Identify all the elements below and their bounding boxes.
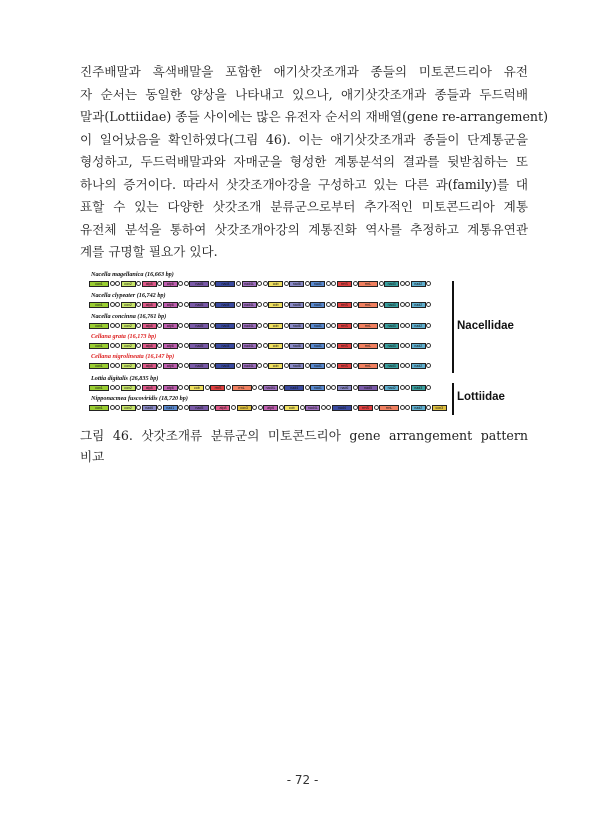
- trna-marker: [157, 323, 162, 328]
- trna-marker: [426, 363, 431, 368]
- gene-nad4L: nad4L: [242, 281, 257, 287]
- gene-atp8: atp8: [142, 385, 157, 391]
- trna-marker: [400, 385, 405, 390]
- gene-cob: cob: [268, 363, 283, 369]
- trna-marker: [184, 363, 189, 368]
- gene-cox1: cox1: [89, 405, 109, 411]
- trna-marker: [257, 363, 262, 368]
- gene-cob: cob: [268, 302, 283, 308]
- gene-cox2: cox2: [121, 385, 136, 391]
- gene-rrnS: rrnS: [337, 323, 352, 329]
- gene-nad4L: nad4L: [242, 343, 257, 349]
- trna-marker: [326, 385, 331, 390]
- trna-marker: [405, 343, 410, 348]
- gene-nad4L: nad4L: [242, 363, 257, 369]
- trna-marker: [205, 385, 210, 390]
- trna-marker: [184, 302, 189, 307]
- gene-track: [89, 404, 447, 411]
- gene-nad1: nad1: [310, 323, 325, 329]
- trna-marker: [231, 405, 236, 410]
- trna-marker: [331, 363, 336, 368]
- trna-marker: [210, 323, 215, 328]
- gene-arrangement-figure: [86, 271, 516, 417]
- trna-marker: [326, 363, 331, 368]
- gene-rrnS: rrnS: [337, 281, 352, 287]
- gene-nad3: nad3: [384, 302, 399, 308]
- gene-nad6: nad6: [289, 323, 304, 329]
- trna-marker: [263, 281, 268, 286]
- gene-atp6: atp6: [163, 385, 178, 391]
- trna-marker: [178, 405, 183, 410]
- trna-marker: [257, 343, 262, 348]
- gene-nad4: nad4: [215, 302, 235, 308]
- trna-marker: [110, 385, 115, 390]
- gene-nad6: nad6: [337, 385, 352, 391]
- trna-marker: [136, 343, 141, 348]
- trna-marker: [284, 343, 289, 348]
- trna-marker: [236, 302, 241, 307]
- gene-rrnS: rrnS: [210, 385, 225, 391]
- gene-cox2: cox2: [121, 323, 136, 329]
- trna-marker: [115, 385, 120, 390]
- trna-marker: [178, 363, 183, 368]
- gene-nad2: nad2: [411, 343, 426, 349]
- trna-marker: [263, 343, 268, 348]
- trna-marker: [353, 385, 358, 390]
- caption-line-1: 그림 46. 삿갓조개류 분류군의 미토콘드리아 gene arrangement pattern: [80, 428, 528, 443]
- page-number: - 72 -: [286, 773, 319, 787]
- body-line: 표할 수 있는 다양한 삿갓조개 분류군으로부터 추가적인 미토콘드리아 계통: [80, 199, 528, 214]
- trna-marker: [305, 281, 310, 286]
- gene-nad4: nad4: [215, 343, 235, 349]
- trna-marker: [136, 405, 141, 410]
- body-line: 자 순서는 동일한 양상을 나타내고 있으나, 애기삿갓조개과 종들과 두드럭배: [80, 86, 528, 102]
- trna-marker: [258, 385, 263, 390]
- trna-marker: [115, 405, 120, 410]
- gene-cob: cob: [268, 281, 283, 287]
- gene-nad3: nad3: [384, 343, 399, 349]
- gene-nad3: nad3: [384, 281, 399, 287]
- gene-nad4L: nad4L: [263, 385, 278, 391]
- trna-marker: [136, 302, 141, 307]
- trna-marker: [405, 405, 410, 410]
- trna-marker: [379, 302, 384, 307]
- trna-marker: [400, 343, 405, 348]
- trna-marker: [326, 405, 331, 410]
- gene-atp6: atp6: [163, 323, 178, 329]
- figure-caption: [80, 425, 528, 467]
- gene-rrnS: rrnS: [358, 405, 373, 411]
- trna-marker: [405, 385, 410, 390]
- species-label: Nacella magellanica (16,663 bp): [91, 271, 174, 278]
- gene-nad1: nad1: [310, 281, 325, 287]
- gene-cox1: cox1: [89, 323, 109, 329]
- trna-marker: [379, 281, 384, 286]
- gene-rrnL: rrnL: [358, 323, 378, 329]
- trna-marker: [210, 281, 215, 286]
- caption-line-2: 비교: [80, 449, 105, 464]
- trna-marker: [284, 302, 289, 307]
- trna-marker: [426, 385, 431, 390]
- body-line: 말과(Lottiidae) 종들 사이에는 많은 유전자 순서의 재배열(gene re-arrangement): [80, 109, 549, 124]
- trna-marker: [353, 363, 358, 368]
- gene-cob: cob: [284, 405, 299, 411]
- trna-marker: [210, 343, 215, 348]
- trna-marker: [236, 363, 241, 368]
- gene-nad6: nad6: [289, 363, 304, 369]
- trna-marker: [252, 385, 257, 390]
- trna-marker: [305, 302, 310, 307]
- trna-marker: [110, 343, 115, 348]
- trna-marker: [236, 323, 241, 328]
- gene-nad5: nad5: [189, 363, 209, 369]
- gene-nad3: nad3: [411, 385, 426, 391]
- gene-nad2: nad2: [411, 302, 426, 308]
- trna-marker: [279, 405, 284, 410]
- body-line: 형성하고, 두드럭배말과와 자매군을 형성한 계통분석의 결과를 뒷받침하는 또: [80, 154, 528, 169]
- gene-track: [89, 342, 432, 349]
- gene-nad6: nad6: [142, 405, 157, 411]
- trna-marker: [115, 343, 120, 348]
- gene-rrnL: rrnL: [232, 385, 252, 391]
- trna-marker: [157, 302, 162, 307]
- gene-atp8: atp8: [142, 281, 157, 287]
- trna-marker: [379, 343, 384, 348]
- gene-nad2: nad2: [411, 323, 426, 329]
- gene-rrnS: rrnS: [337, 302, 352, 308]
- gene-cox1: cox1: [89, 281, 109, 287]
- trna-marker: [326, 323, 331, 328]
- trna-marker: [405, 302, 410, 307]
- trna-marker: [405, 363, 410, 368]
- trna-marker: [400, 363, 405, 368]
- gene-atp6: atp6: [163, 363, 178, 369]
- trna-marker: [400, 323, 405, 328]
- gene-nad4: nad4: [215, 363, 235, 369]
- gene-atp8: atp8: [142, 302, 157, 308]
- gene-track: [89, 362, 432, 369]
- trna-marker: [300, 405, 305, 410]
- trna-marker: [136, 281, 141, 286]
- trna-marker: [379, 323, 384, 328]
- trna-marker: [284, 363, 289, 368]
- gene-cox1: cox1: [89, 363, 109, 369]
- body-line: 하나의 증거이다. 따라서 삿갓조개아강을 구성하고 있는 다른 과(family)를 대: [80, 176, 528, 192]
- trna-marker: [115, 363, 120, 368]
- trna-marker: [321, 405, 326, 410]
- trna-marker: [184, 405, 189, 410]
- trna-marker: [184, 281, 189, 286]
- trna-marker: [426, 343, 431, 348]
- gene-track: [89, 280, 432, 287]
- trna-marker: [426, 405, 431, 410]
- trna-marker: [157, 385, 162, 390]
- trna-marker: [252, 405, 257, 410]
- gene-rrnL: rrnL: [379, 405, 399, 411]
- trna-marker: [136, 363, 141, 368]
- trna-marker: [210, 405, 215, 410]
- gene-atp8: atp8: [142, 323, 157, 329]
- trna-marker: [257, 302, 262, 307]
- trna-marker: [374, 405, 379, 410]
- gene-cox3: cox3: [432, 405, 447, 411]
- species-label: Cellana grata (16,173 bp): [91, 333, 157, 340]
- trna-marker: [136, 385, 141, 390]
- trna-marker: [184, 385, 189, 390]
- gene-nad4: nad4: [215, 281, 235, 287]
- gene-atp8: atp8: [215, 405, 230, 411]
- trna-marker: [110, 281, 115, 286]
- gene-track: [89, 301, 432, 308]
- trna-marker: [305, 363, 310, 368]
- trna-marker: [110, 405, 115, 410]
- gene-nad4L: nad4L: [242, 323, 257, 329]
- trna-marker: [284, 323, 289, 328]
- species-label: Lottia digitalis (26,835 bp): [91, 375, 159, 382]
- species-label: Nipponacmea fuscoviridis (18,720 bp): [91, 395, 188, 402]
- gene-atp6: atp6: [163, 281, 178, 287]
- trna-marker: [178, 323, 183, 328]
- gene-cox2: cox2: [121, 281, 136, 287]
- gene-nad1: nad1: [310, 343, 325, 349]
- trna-marker: [353, 281, 358, 286]
- trna-marker: [426, 281, 431, 286]
- trna-marker: [184, 323, 189, 328]
- nacellidae-label: Nacellidae: [457, 320, 514, 332]
- trna-marker: [110, 302, 115, 307]
- gene-nad5: nad5: [189, 323, 209, 329]
- gene-nad4: nad4: [332, 405, 352, 411]
- trna-marker: [331, 343, 336, 348]
- trna-marker: [115, 302, 120, 307]
- trna-marker: [405, 281, 410, 286]
- trna-marker: [236, 281, 241, 286]
- trna-marker: [400, 405, 405, 410]
- gene-rrnS: rrnS: [337, 363, 352, 369]
- species-label: Nacella concinna (16,761 bp): [91, 313, 167, 320]
- trna-marker: [115, 323, 120, 328]
- gene-cox2: cox2: [121, 302, 136, 308]
- gene-cox1: cox1: [89, 343, 109, 349]
- trna-marker: [178, 302, 183, 307]
- lottiidae-label: Lottiidae: [457, 391, 505, 403]
- trna-marker: [331, 385, 336, 390]
- gene-atp8: atp8: [142, 363, 157, 369]
- gene-nad6: nad6: [289, 343, 304, 349]
- gene-cox1: cox1: [89, 302, 109, 308]
- gene-nad1: nad1: [163, 405, 178, 411]
- trna-marker: [210, 363, 215, 368]
- gene-nad5: nad5: [189, 281, 209, 287]
- trna-marker: [426, 302, 431, 307]
- gene-cob: cob: [268, 323, 283, 329]
- gene-nad1: nad1: [310, 385, 325, 391]
- gene-rrnL: rrnL: [358, 302, 378, 308]
- trna-marker: [136, 323, 141, 328]
- gene-nad3: nad3: [384, 323, 399, 329]
- trna-marker: [110, 323, 115, 328]
- trna-marker: [331, 323, 336, 328]
- gene-nad6: nad6: [289, 302, 304, 308]
- trna-marker: [157, 363, 162, 368]
- trna-marker: [258, 405, 263, 410]
- trna-marker: [279, 385, 284, 390]
- lottiidae-bracket: [452, 383, 454, 415]
- gene-cox2: cox2: [121, 363, 136, 369]
- gene-nad2: nad2: [411, 363, 426, 369]
- gene-track: [89, 322, 432, 329]
- trna-marker: [326, 281, 331, 286]
- gene-cob: cob: [268, 343, 283, 349]
- gene-nad5: nad5: [189, 405, 209, 411]
- trna-marker: [178, 281, 183, 286]
- gene-atp6: atp6: [263, 405, 278, 411]
- gene-cob: cob: [189, 385, 204, 391]
- trna-marker: [331, 302, 336, 307]
- gene-nad3: nad3: [384, 363, 399, 369]
- body-line: 이 일어났음을 확인하였다(그림 46). 이는 애기삿갓조개과 종들이 단계통군을: [80, 131, 528, 147]
- trna-marker: [379, 385, 384, 390]
- trna-marker: [178, 385, 183, 390]
- gene-nad4: nad4: [215, 323, 235, 329]
- trna-marker: [263, 302, 268, 307]
- gene-nad2: nad2: [411, 405, 426, 411]
- species-label: Nacella clypeater (16,742 bp): [91, 292, 166, 299]
- gene-rrnL: rrnL: [358, 281, 378, 287]
- gene-cox3: cox3: [237, 405, 252, 411]
- gene-atp6: atp6: [163, 302, 178, 308]
- nacellidae-bracket: [452, 281, 454, 373]
- trna-marker: [379, 363, 384, 368]
- body-line: 계를 규명할 필요가 있다.: [80, 244, 218, 259]
- gene-nad6: nad6: [289, 281, 304, 287]
- trna-marker: [353, 323, 358, 328]
- trna-marker: [305, 323, 310, 328]
- gene-nad4L: nad4L: [305, 405, 320, 411]
- trna-marker: [400, 281, 405, 286]
- trna-marker: [263, 323, 268, 328]
- gene-nad5: nad5: [189, 302, 209, 308]
- trna-marker: [353, 343, 358, 348]
- gene-rrnL: rrnL: [358, 343, 378, 349]
- gene-nad4L: nad4L: [242, 302, 257, 308]
- trna-marker: [178, 343, 183, 348]
- trna-marker: [426, 323, 431, 328]
- trna-marker: [331, 281, 336, 286]
- trna-marker: [353, 302, 358, 307]
- trna-marker: [326, 343, 331, 348]
- trna-marker: [236, 343, 241, 348]
- trna-marker: [157, 405, 162, 410]
- trna-marker: [157, 281, 162, 286]
- trna-marker: [257, 323, 262, 328]
- trna-marker: [305, 343, 310, 348]
- gene-nad2: nad2: [384, 385, 399, 391]
- trna-marker: [326, 302, 331, 307]
- trna-marker: [405, 323, 410, 328]
- body-line: 진주배말과 흑색배말을 포함한 애기삿갓조개과 종들의 미토콘드리아 유전: [80, 64, 528, 79]
- trna-marker: [284, 281, 289, 286]
- gene-nad5: nad5: [189, 343, 209, 349]
- gene-cox2: cox2: [121, 405, 136, 411]
- gene-cox1: cox1: [89, 385, 109, 391]
- trna-marker: [400, 302, 405, 307]
- gene-track: [89, 384, 432, 391]
- gene-nad2: nad2: [411, 281, 426, 287]
- trna-marker: [305, 385, 310, 390]
- trna-marker: [226, 385, 231, 390]
- trna-marker: [115, 281, 120, 286]
- body-line: 유전체 분석을 통하여 삿갓조개아강의 계통진화 역사를 추정하고 계통유연관: [80, 221, 528, 237]
- gene-atp6: atp6: [163, 343, 178, 349]
- gene-cox2: cox2: [121, 343, 136, 349]
- trna-marker: [110, 363, 115, 368]
- trna-marker: [263, 363, 268, 368]
- trna-marker: [157, 343, 162, 348]
- gene-nad5: nad5: [358, 385, 378, 391]
- gene-atp8: atp8: [142, 343, 157, 349]
- body-paragraph: [80, 61, 549, 264]
- gene-nad1: nad1: [310, 302, 325, 308]
- trna-marker: [210, 302, 215, 307]
- gene-rrnL: rrnL: [358, 363, 378, 369]
- gene-nad4: nad4: [284, 385, 304, 391]
- species-label: Cellana nigrolineata (16,147 bp): [91, 353, 175, 360]
- gene-nad1: nad1: [310, 363, 325, 369]
- trna-marker: [184, 343, 189, 348]
- trna-marker: [257, 281, 262, 286]
- trna-marker: [353, 405, 358, 410]
- gene-rrnS: rrnS: [337, 343, 352, 349]
